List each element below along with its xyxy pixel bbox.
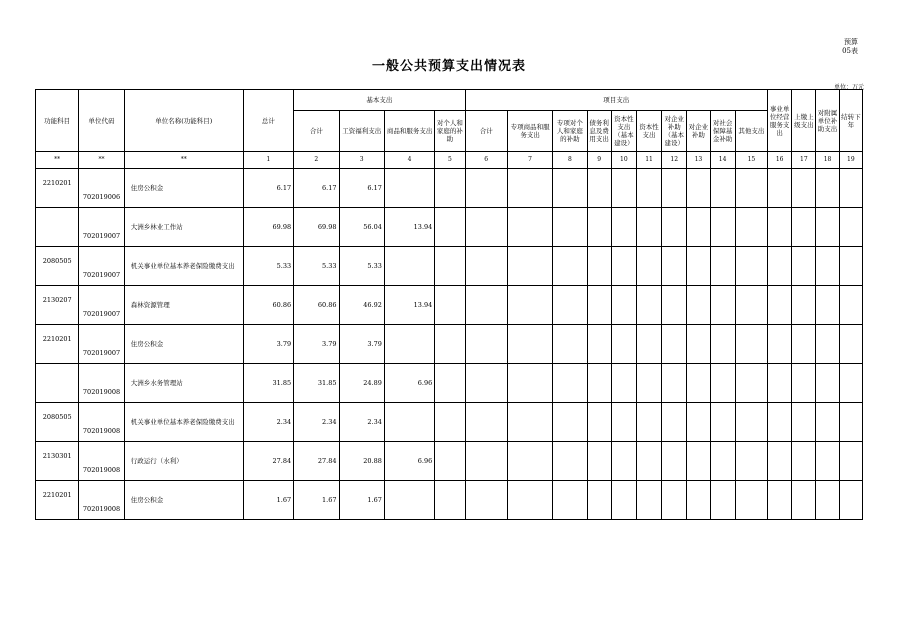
basic-person-cell (435, 286, 465, 325)
empty-cell (768, 247, 792, 286)
column-index-cell: 16 (768, 152, 792, 169)
empty-cell (768, 208, 792, 247)
unit-name-cell: 机关事业单位基本养老保险缴费支出 (124, 247, 243, 286)
table-row (36, 442, 863, 481)
empty-cell (553, 364, 587, 403)
header-basic: 基本支出 (294, 90, 465, 111)
basic-person-cell (435, 403, 465, 442)
empty-cell (611, 481, 636, 520)
table-row (36, 325, 863, 364)
empty-cell (662, 208, 687, 247)
empty-cell (735, 481, 767, 520)
basic-goods-cell: 6.96 (384, 364, 434, 403)
column-index-row (36, 152, 863, 169)
empty-cell (792, 364, 816, 403)
unit-code-cell: 702019007 (79, 286, 124, 325)
empty-cell (735, 325, 767, 364)
unit-name-cell: 大洲乡水务管理站 (124, 364, 243, 403)
header-basic-sub: 商品和服务支出 (384, 111, 434, 152)
empty-cell (662, 403, 687, 442)
table-row (36, 208, 863, 247)
empty-cell (587, 442, 611, 481)
basic-person-cell (435, 364, 465, 403)
total-cell: 69.98 (243, 208, 293, 247)
header-func-code: 功能科目 (36, 90, 79, 152)
empty-cell (792, 286, 816, 325)
unit-code-cell: 702019007 (79, 208, 124, 247)
empty-cell (768, 442, 792, 481)
empty-cell (839, 169, 862, 208)
empty-cell (687, 364, 710, 403)
table-row (36, 364, 863, 403)
unit-name-cell: 住房公积金 (124, 481, 243, 520)
column-index-cell: 15 (735, 152, 767, 169)
basic-wage-cell: 6.17 (339, 169, 384, 208)
empty-cell (611, 169, 636, 208)
basic-person-cell (435, 481, 465, 520)
empty-cell (611, 247, 636, 286)
total-cell: 2.34 (243, 403, 293, 442)
empty-cell (710, 208, 735, 247)
basic-total-cell: 3.79 (294, 325, 339, 364)
total-cell: 27.84 (243, 442, 293, 481)
empty-cell (839, 325, 862, 364)
unit-code-cell: 702019008 (79, 481, 124, 520)
basic-goods-cell: 13.94 (384, 286, 434, 325)
unit-name-cell: 住房公积金 (124, 169, 243, 208)
empty-cell (768, 364, 792, 403)
column-index-cell: 11 (636, 152, 661, 169)
empty-cell (687, 403, 710, 442)
empty-cell (735, 403, 767, 442)
empty-cell (710, 364, 735, 403)
header-project-sub: 其他支出 (735, 111, 767, 152)
empty-cell (587, 403, 611, 442)
basic-goods-cell (384, 481, 434, 520)
column-index-cell: 1 (243, 152, 293, 169)
basic-person-cell (435, 442, 465, 481)
header-basic-sub: 工资福利支出 (339, 111, 384, 152)
empty-cell (611, 364, 636, 403)
empty-cell (587, 364, 611, 403)
total-cell: 60.86 (243, 286, 293, 325)
basic-goods-cell (384, 403, 434, 442)
empty-cell (710, 325, 735, 364)
basic-wage-cell: 24.89 (339, 364, 384, 403)
basic-person-cell (435, 247, 465, 286)
empty-cell (636, 442, 661, 481)
empty-cell (662, 325, 687, 364)
total-cell: 5.33 (243, 247, 293, 286)
column-index-cell: ** (36, 152, 79, 169)
column-index-cell: 4 (384, 152, 434, 169)
empty-cell (465, 208, 507, 247)
empty-cell (792, 403, 816, 442)
basic-total-cell: 1.67 (294, 481, 339, 520)
empty-cell (687, 481, 710, 520)
empty-cell (735, 208, 767, 247)
empty-cell (553, 169, 587, 208)
column-index-cell: ** (79, 152, 124, 169)
empty-cell (768, 169, 792, 208)
empty-cell (636, 247, 661, 286)
header-unit-code: 单位代码 (79, 90, 124, 152)
empty-cell (507, 481, 552, 520)
table-row (36, 169, 863, 208)
empty-cell (839, 442, 862, 481)
basic-wage-cell: 56.04 (339, 208, 384, 247)
column-index-cell: 5 (435, 152, 465, 169)
empty-cell (792, 169, 816, 208)
empty-cell (816, 286, 839, 325)
empty-cell (465, 247, 507, 286)
empty-cell (735, 442, 767, 481)
total-cell: 1.67 (243, 481, 293, 520)
table-row (36, 481, 863, 520)
table-row (36, 403, 863, 442)
empty-cell (636, 325, 661, 364)
empty-cell (710, 403, 735, 442)
header-project-sub: 对企业补助 (687, 111, 710, 152)
header-fushu: 对附属单位补助支出 (816, 90, 839, 152)
empty-cell (710, 481, 735, 520)
empty-cell (636, 169, 661, 208)
func-code-cell: 2130301 (36, 442, 79, 481)
empty-cell (507, 208, 552, 247)
empty-cell (507, 247, 552, 286)
basic-goods-cell: 6.96 (384, 442, 434, 481)
basic-person-cell (435, 208, 465, 247)
empty-cell (792, 208, 816, 247)
empty-cell (611, 325, 636, 364)
func-code-cell: 2080505 (36, 247, 79, 286)
empty-cell (792, 442, 816, 481)
column-index-cell: 2 (294, 152, 339, 169)
empty-cell (839, 208, 862, 247)
empty-cell (816, 247, 839, 286)
column-index-cell: 8 (553, 152, 587, 169)
header-project-sub: 资本性支出 (636, 111, 661, 152)
header-project: 项目支出 (465, 90, 768, 111)
empty-cell (816, 364, 839, 403)
empty-cell (611, 208, 636, 247)
empty-cell (839, 481, 862, 520)
column-index-cell: 14 (710, 152, 735, 169)
header-basic-sub: 对个人和家庭的补助 (435, 111, 465, 152)
empty-cell (507, 403, 552, 442)
empty-cell (710, 247, 735, 286)
table-body (36, 169, 863, 520)
column-index-cell: 17 (792, 152, 816, 169)
unit-label: 单位：万元 (833, 84, 864, 91)
empty-cell (768, 481, 792, 520)
column-index-cell: 10 (611, 152, 636, 169)
empty-cell (507, 286, 552, 325)
empty-cell (662, 286, 687, 325)
empty-cell (735, 286, 767, 325)
empty-cell (710, 442, 735, 481)
basic-person-cell (435, 169, 465, 208)
header-project-sub: 专项商品和服务支出 (507, 111, 552, 152)
empty-cell (792, 325, 816, 364)
empty-cell (687, 286, 710, 325)
empty-cell (662, 169, 687, 208)
empty-cell (816, 169, 839, 208)
empty-cell (465, 364, 507, 403)
unit-name-cell: 大洲乡林业工作站 (124, 208, 243, 247)
empty-cell (553, 481, 587, 520)
unit-code-cell: 702019008 (79, 364, 124, 403)
empty-cell (587, 169, 611, 208)
header-project-sub: 对企业补助（基本建设） (662, 111, 687, 152)
table-row (36, 247, 863, 286)
basic-total-cell: 2.34 (294, 403, 339, 442)
basic-wage-cell: 20.88 (339, 442, 384, 481)
empty-cell (768, 325, 792, 364)
empty-cell (611, 286, 636, 325)
basic-person-cell (435, 325, 465, 364)
column-index-cell: 3 (339, 152, 384, 169)
empty-cell (687, 208, 710, 247)
empty-cell (553, 286, 587, 325)
empty-cell (587, 208, 611, 247)
header-unit-name: 单位名称(功能科目) (124, 90, 243, 152)
empty-cell (662, 481, 687, 520)
empty-cell (636, 286, 661, 325)
column-index-cell: 6 (465, 152, 507, 169)
basic-wage-cell: 5.33 (339, 247, 384, 286)
empty-cell (687, 325, 710, 364)
header-basic-sub: 合计 (294, 111, 339, 152)
empty-cell (587, 286, 611, 325)
basic-goods-cell (384, 169, 434, 208)
empty-cell (553, 247, 587, 286)
empty-cell (792, 481, 816, 520)
empty-cell (710, 286, 735, 325)
total-cell: 3.79 (243, 325, 293, 364)
empty-cell (507, 364, 552, 403)
header-shiye: 事业单位经营服务支出 (768, 90, 792, 152)
empty-cell (662, 442, 687, 481)
empty-cell (839, 403, 862, 442)
empty-cell (735, 364, 767, 403)
empty-cell (636, 481, 661, 520)
table-header (36, 90, 863, 169)
column-index-cell: 12 (662, 152, 687, 169)
basic-goods-cell (384, 325, 434, 364)
empty-cell (553, 403, 587, 442)
basic-wage-cell: 1.67 (339, 481, 384, 520)
header-project-sub: 专项对个人和家庭的补助 (553, 111, 587, 152)
header-jiezhuan: 结转下年 (839, 90, 862, 152)
empty-cell (735, 169, 767, 208)
expenditure-table (35, 89, 863, 520)
unit-name-cell: 住房公积金 (124, 325, 243, 364)
empty-cell (839, 364, 862, 403)
basic-wage-cell: 3.79 (339, 325, 384, 364)
empty-cell (816, 481, 839, 520)
header-project-sub: 资本性支出（基本建设） (611, 111, 636, 152)
empty-cell (611, 403, 636, 442)
empty-cell (792, 247, 816, 286)
empty-cell (587, 325, 611, 364)
empty-cell (553, 442, 587, 481)
unit-name-cell: 行政运行（水利） (124, 442, 243, 481)
column-index-cell: 13 (687, 152, 710, 169)
basic-total-cell: 6.17 (294, 169, 339, 208)
empty-cell (465, 169, 507, 208)
column-index-cell: 7 (507, 152, 552, 169)
empty-cell (768, 403, 792, 442)
header-project-sub: 债务利息及费用支出 (587, 111, 611, 152)
basic-total-cell: 31.85 (294, 364, 339, 403)
empty-cell (507, 325, 552, 364)
column-index-cell: 18 (816, 152, 839, 169)
basic-wage-cell: 46.92 (339, 286, 384, 325)
basic-total-cell: 60.86 (294, 286, 339, 325)
unit-code-cell: 702019006 (79, 169, 124, 208)
empty-cell (507, 169, 552, 208)
empty-cell (768, 286, 792, 325)
empty-cell (636, 364, 661, 403)
empty-cell (587, 481, 611, 520)
unit-code-cell: 702019008 (79, 403, 124, 442)
empty-cell (662, 247, 687, 286)
empty-cell (839, 247, 862, 286)
header-total: 总计 (243, 90, 293, 152)
unit-code-cell: 702019007 (79, 325, 124, 364)
page-title: 一般公共预算支出情况表 (371, 59, 526, 74)
func-code-cell: 2130207 (36, 286, 79, 325)
basic-total-cell: 27.84 (294, 442, 339, 481)
empty-cell (465, 325, 507, 364)
empty-cell (687, 442, 710, 481)
func-code-cell: 2080505 (36, 403, 79, 442)
empty-cell (839, 286, 862, 325)
func-code-cell: 2210201 (36, 325, 79, 364)
header-project-sub: 对社会保障基金补助 (710, 111, 735, 152)
empty-cell (465, 442, 507, 481)
unit-code-cell: 702019008 (79, 442, 124, 481)
empty-cell (816, 442, 839, 481)
form-number: 05表 (842, 47, 858, 55)
empty-cell (553, 325, 587, 364)
empty-cell (662, 364, 687, 403)
column-index-cell: ** (124, 152, 243, 169)
header-project-sub: 合计 (465, 111, 507, 152)
unit-name-cell: 森林资源管理 (124, 286, 243, 325)
header-shangjiao: 上缴上级支出 (792, 90, 816, 152)
empty-cell (507, 442, 552, 481)
empty-cell (587, 247, 611, 286)
empty-cell (636, 403, 661, 442)
func-code-cell: 2210201 (36, 481, 79, 520)
empty-cell (816, 208, 839, 247)
empty-cell (553, 208, 587, 247)
basic-goods-cell: 13.94 (384, 208, 434, 247)
basic-goods-cell (384, 247, 434, 286)
empty-cell (465, 286, 507, 325)
unit-code-cell: 702019007 (79, 247, 124, 286)
total-cell: 31.85 (243, 364, 293, 403)
empty-cell (611, 442, 636, 481)
basic-wage-cell: 2.34 (339, 403, 384, 442)
basic-total-cell: 69.98 (294, 208, 339, 247)
empty-cell (710, 169, 735, 208)
empty-cell (465, 403, 507, 442)
empty-cell (816, 403, 839, 442)
empty-cell (816, 325, 839, 364)
unit-name-cell: 机关事业单位基本养老保险缴费支出 (124, 403, 243, 442)
table-row (36, 286, 863, 325)
basic-total-cell: 5.33 (294, 247, 339, 286)
total-cell: 6.17 (243, 169, 293, 208)
column-index-cell: 19 (839, 152, 862, 169)
func-code-cell (36, 208, 79, 247)
form-label: 预算 (844, 38, 858, 46)
empty-cell (735, 247, 767, 286)
empty-cell (687, 169, 710, 208)
empty-cell (636, 208, 661, 247)
empty-cell (465, 481, 507, 520)
empty-cell (687, 247, 710, 286)
func-code-cell (36, 364, 79, 403)
func-code-cell: 2210201 (36, 169, 79, 208)
column-index-cell: 9 (587, 152, 611, 169)
